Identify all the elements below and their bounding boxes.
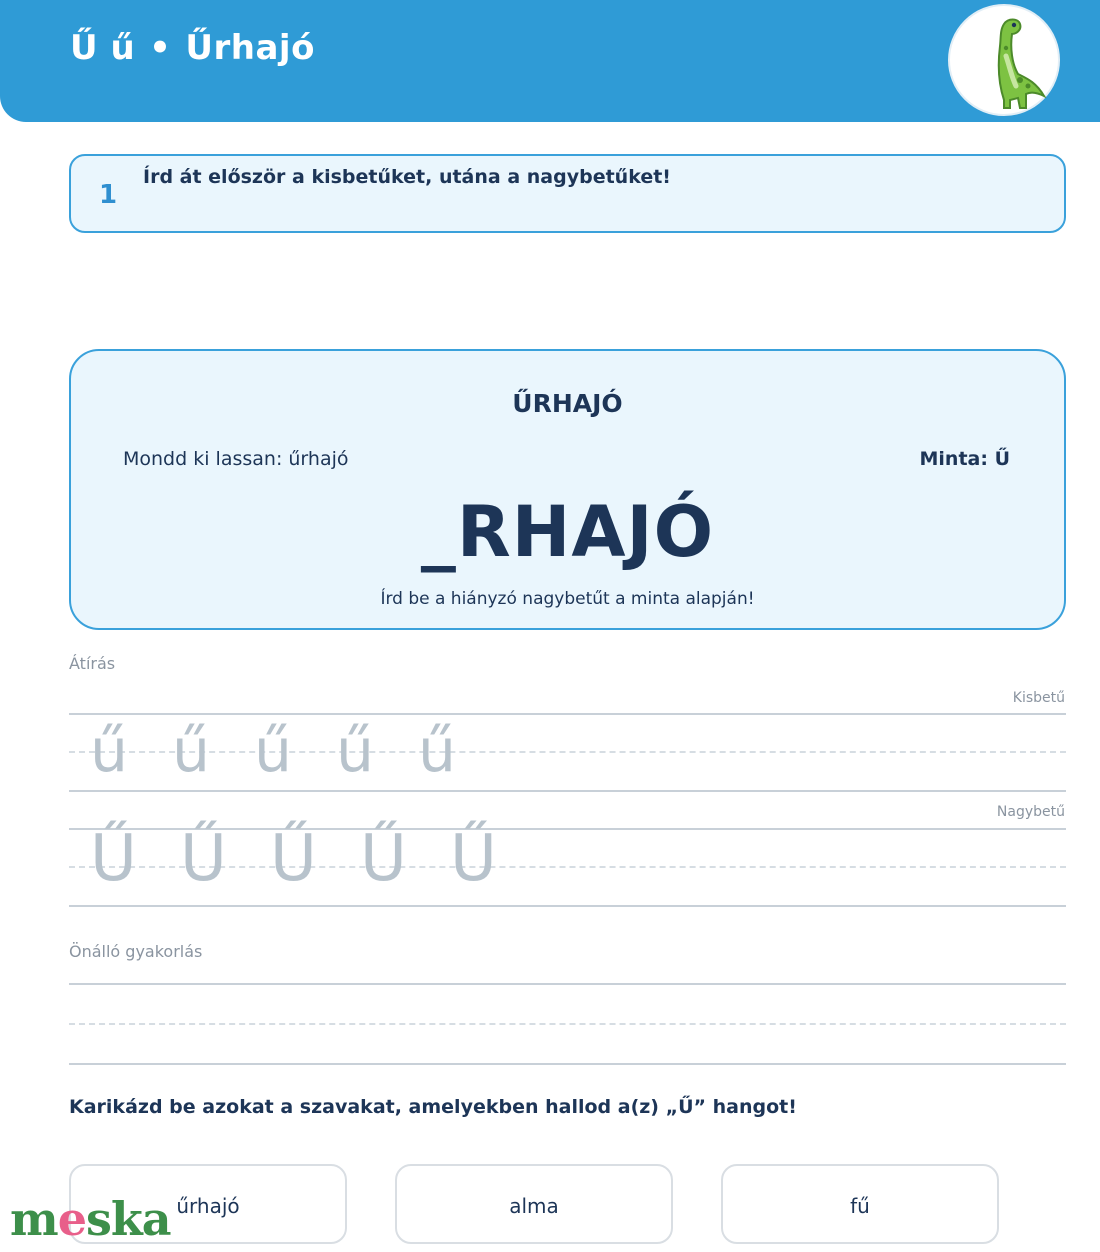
lowercase-top-line [69,713,1066,715]
word-option-3[interactable] [721,1164,999,1244]
practice-section-label: Önálló gyakorlás [69,942,203,961]
dinosaur-icon [964,12,1048,112]
trace-glyph[interactable]: Ű [180,822,227,896]
tracing-section-label: Átírás [69,654,116,673]
say-slowly-text: Mondd ki lassan: űrhajó [123,448,349,470]
trace-glyph[interactable]: ű [172,716,211,786]
lowercase-mid-line [69,751,1066,753]
word-option-label: űrhajó [176,1194,240,1218]
task-instruction: Írd át először a kisbetűket, utána a nagybetűket! [143,166,671,188]
trace-glyph[interactable]: Ű [450,822,497,896]
header-title [70,28,315,68]
trace-glyph[interactable]: Ű [270,822,317,896]
missing-letter-word[interactable]: _RHAJÓ [420,491,715,573]
header-separator: • [149,28,172,68]
trace-glyph[interactable]: ű [418,716,457,786]
trace-glyph[interactable]: ű [254,716,293,786]
lowercase-row-label: Kisbetű [1012,690,1065,706]
missing-letter-hint: Írd be a hiányzó nagybetűt a minta alapján! [380,589,755,609]
header-title-letters: Ű ű [70,28,136,68]
word-card [69,349,1066,630]
avatar [948,4,1060,116]
sample-letter: Minta: Ű [919,448,1010,470]
lowercase-base-line [69,790,1066,792]
trace-glyph[interactable]: Ű [360,822,407,896]
trace-glyph[interactable]: ű [336,716,375,786]
circle-task-instruction: Karikázd be azokat a szavakat, amelyekben hallod a(z) „Ű” hangot! [69,1096,797,1118]
uppercase-base-line [69,905,1066,907]
word-title: ŰRHAJÓ [512,389,623,418]
header-title-word: Űrhajó [185,28,315,68]
task-instruction-box [69,154,1066,233]
word-option-label: fű [850,1194,870,1218]
trace-glyph[interactable]: Ű [90,822,137,896]
trace-glyph[interactable]: ű [90,716,129,786]
page-header [0,0,1100,122]
word-option-2[interactable] [395,1164,673,1244]
uppercase-row-label: Nagybetű [996,804,1065,820]
task-number: 1 [99,180,118,210]
word-option-label: alma [509,1194,559,1218]
practice-writing-area[interactable] [69,985,1066,1061]
meska-watermark-logo: meska [10,1192,171,1246]
practice-base-line [69,1063,1066,1065]
